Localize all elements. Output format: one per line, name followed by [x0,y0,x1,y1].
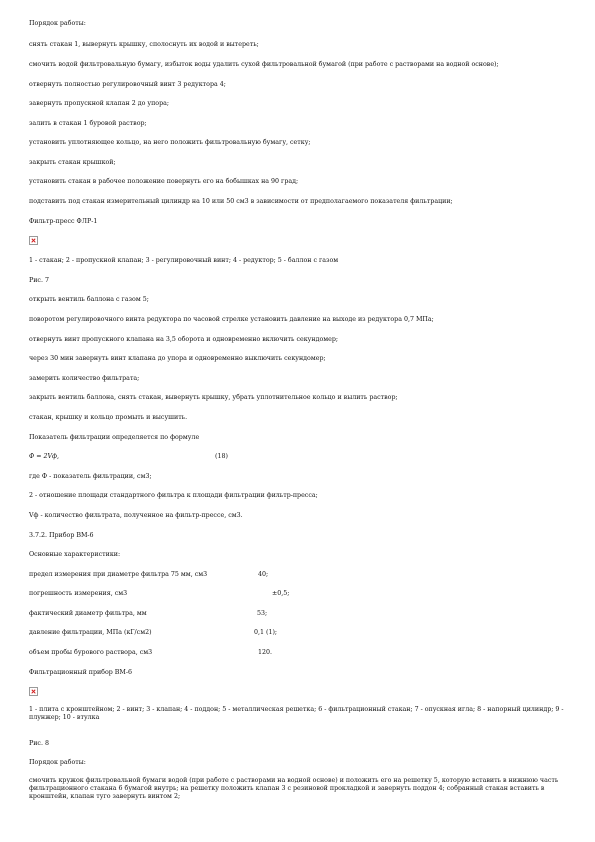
section-title: 3.7.2. Прибор ВМ-6 [29,532,94,539]
spec-value: 120. [258,649,273,656]
figure-label: Рис. 8 [29,740,49,747]
formula: Ф = 2Vф, [29,453,59,460]
procedure-step: через 30 мин завернуть винт клапана до упора и одновременно выключить секундомер; [29,355,326,362]
procedure-step: закрыть стакан крышкой; [29,159,116,166]
broken-image-icon [29,236,38,245]
procedure-step: залить в стакан 1 буровой раствор; [29,120,147,127]
procedure-step: смочить кружок фильтровальной бумаги водой (при работе с растворами на водной основе) и положить его на решетку 5, которую вставить в нижнюю часть фильтрационного стакана 6 бумагой внутрь; на решетку положить клапан 3 с резиновой прокладкой и завернуть поддон 4; собранный стакан вставить в кронштейн, клапан туго завернуть винтом 2; [29,777,559,801]
press-title: Фильтр-пресс ФЛР-1 [29,218,98,225]
figure-caption: 1 - стакан; 2 - пропускной клапан; 3 - регулировочный винт; 4 - редуктор; 5 - баллон с газом [29,257,339,264]
procedure-step: установить стакан в рабочее положение повернуть его на бобышках на 90 град; [29,178,299,185]
procedure-step: установить уплотняющее кольцо, на него положить фильтровальную бумагу, сетку; [29,139,311,146]
procedure-step: поворотом регулировочного винта редуктора по часовой стрелке установить давление на выходе из редуктора 0,7 МПа; [29,316,434,323]
procedure-step: снять стакан 1, вывернуть крышку, сполоснуть их водой и вытереть; [29,41,259,48]
specs-heading: Основные характеристики: [29,551,121,558]
procedure-step: закрыть вентиль баллона, снять стакан, вывернуть крышку, убрать уплотнительное кольцо и вылить раствор; [29,394,398,401]
spec-label: фактический диаметр фильтра, мм [29,610,147,617]
spec-value: 0,1 (1); [254,629,278,636]
formula-legend: 2 - отношение площади стандартного фильтра к площади фильтрации фильтр-пресса; [29,492,318,499]
procedure-step: смочить водой фильтровальную бумагу, избыток воды удалить сухой фильтровальной бумагой (при работе с растворами на водной основе); [29,61,499,68]
spec-value: 40; [258,571,269,578]
figure-label: Рис. 7 [29,277,49,284]
spec-label: давление фильтрации, МПа (кГ/см2) [29,629,152,636]
procedure-heading: Порядок работы: [29,20,86,27]
figure-caption: 1 - плита с кронштейном; 2 - винт; 3 - клапан; 4 - поддон; 5 - металлическая решетка; 6 - фильтрационный стакан; 7 - опускная игла; 8 - напорный цилиндр; 9 - плунжер; 10 - втулка [29,706,564,722]
broken-image-icon [29,687,38,696]
procedure-step: замерить количество фильтрата; [29,375,140,382]
procedure-step: стакан, крышку и кольцо промыть и высушить. [29,414,188,421]
procedure-heading: Порядок работы: [29,759,86,766]
formula-legend: Vф - количество фильтрата, полученное на фильтр-прессе, см3. [29,512,243,519]
spec-label: погрешность измерения, см3 [29,590,128,597]
spec-value: 53; [257,610,268,617]
formula-legend: где Ф - показатель фильтрации, см3; [29,473,152,480]
procedure-step: отвернуть винт пропускного клапана на 3,5 оборота и одновременно включить секундомер; [29,336,339,343]
procedure-step: открыть вентиль баллона с газом 5; [29,296,149,303]
procedure-step: подставить под стакан измерительный цилиндр на 10 или 50 см3 в зависимости от предполагаемого показателя фильтрации; [29,198,453,205]
procedure-step: отвернуть полностью регулировочный винт 3 редуктора 4; [29,81,226,88]
formula-intro: Показатель фильтрации определяется по формуле [29,434,200,441]
formula-number: (18) [215,453,228,460]
spec-label: предел измерения при диаметре фильтра 75 мм, см3 [29,571,208,578]
procedure-step: завернуть пропускной клапан 2 до упора; [29,100,169,107]
device-title: Фильтрационный прибор ВМ-6 [29,669,133,676]
spec-label: объем пробы бурового раствора, см3 [29,649,153,656]
spec-value: ±0,5; [272,590,290,597]
